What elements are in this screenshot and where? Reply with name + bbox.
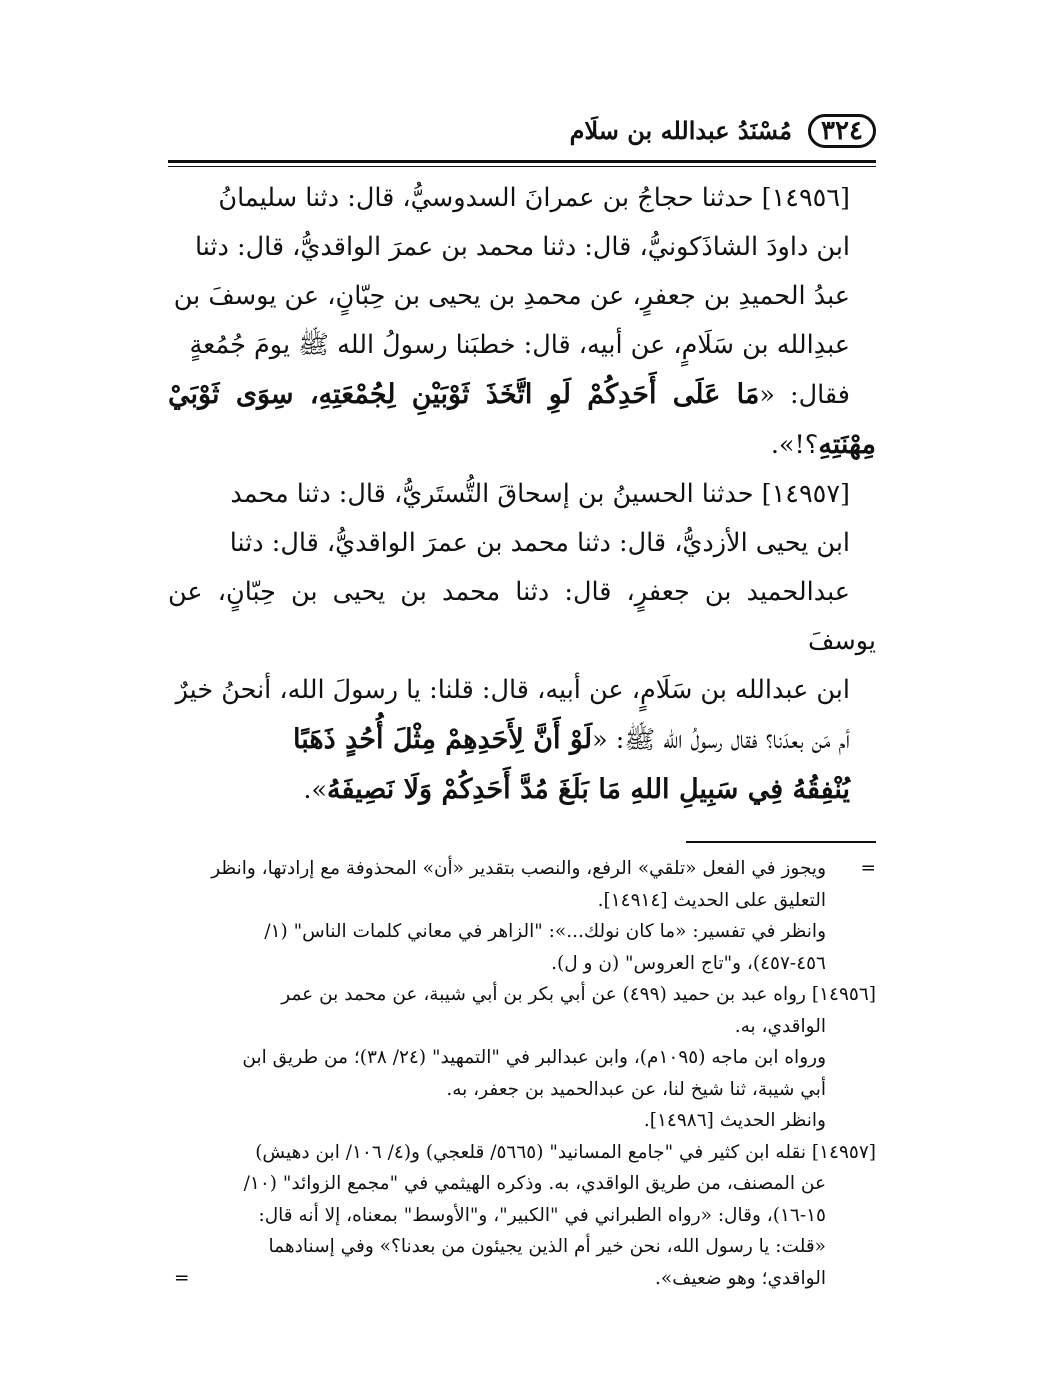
footnote-line: ورواه ابن ماجه (١٠٩٥م)، وابن عبدالبر في "التمهيد" (٢٤/ ٣٨)؛ من طريق ابن: [242, 1047, 826, 1068]
page-header: [168, 102, 876, 164]
header-rule-thick: [168, 160, 876, 163]
footnote-14956-more: [168, 1042, 876, 1137]
footnote-line: ١٥-١٦)، وقال: «رواه الطبراني في "الكبير"، و"الأوسط" بمعناه، إلا أنه قال:: [258, 1204, 826, 1226]
text-line: ابن داودَ الشاذَكونيُّ، قال: دثنا محمد بن عمرَ الواقديُّ، قال: دثنا: [194, 232, 850, 262]
footnotes: [168, 853, 876, 1294]
hadith-quote: مَا عَلَى أَحَدِكُمْ لَوِ اتَّخَذَ ثَوْبَيْنِ لِجُمْعَتِهِ، سِوَى ثَوْبَيْ مِهْنَتِهِ: [168, 379, 876, 460]
running-title: مُسْنَدُ عبدالله بن سلَام: [569, 116, 792, 145]
footnote-text: الواقدي؛ وهو ضعيف».: [655, 1267, 826, 1289]
hadith-14957: [168, 470, 876, 815]
main-text: [168, 174, 876, 815]
hadith-quote: لَوْ أَنَّ لِأَحَدِهِمْ مِثْلَ أُحُدٍ ذَهَبًا: [293, 724, 593, 755]
footnote-line: عن المصنف، من طريق الواقدي، به. وذكره الهيثمي في "مجمع الزوائد" (١٠/: [243, 1173, 826, 1194]
footnote-line: أبي شيبة، ثنا شيخ لنا، عن عبدالحميد بن جعفر، به.: [446, 1078, 826, 1100]
text-suffix: ».: [303, 775, 328, 805]
footnote-line: ٤٥٦-٤٥٧)، و"تاج العروس" (ن و ل).: [551, 952, 826, 974]
footnote-separator: [686, 841, 876, 843]
text-line: ابن عبدالله بن سَلَامٍ، عن أبيه، قال: قلنا: يا رسولَ الله، أنحنُ خيرٌ: [175, 675, 850, 705]
text-suffix: ؟!».: [770, 430, 819, 460]
footnote-line: [١٤٩٥٦] رواه عبد بن حميد (٤٩٩) عن أبي بكر بن أبي شيبة، عن محمد بن عمر: [281, 984, 876, 1005]
hadith-quote: يُنْفِقُهُ فِي سَبِيلِ اللهِ مَا بَلَغَ مُدَّ أَحَدِكُمْ وَلَا نَصِيفَهُ: [327, 774, 850, 805]
footnote-line: التعليق على الحديث [١٤٩١٤].: [597, 889, 826, 911]
footnote-line: وانظر في تفسير: «ما كان نولك...»: "الزاهر في معاني كلمات الناس" (١/: [264, 921, 826, 942]
text-line: [١٤٩٥٧] حدثنا الحسينُ بن إسحاقَ التُّستَريُّ، قال: دثنا محمد: [230, 479, 850, 509]
footnote-line: ويجوز في الفعل «تلقي» الرفع، والنصب بتقدير «أن» المحذوفة مع إرادتها، وانظر: [211, 858, 826, 879]
text-prefix: أم مَن بعدَنا؟ فقال رسولُ الله ﷺ: «: [592, 725, 850, 755]
hadith-14956: [168, 174, 876, 470]
text-line: [168, 715, 876, 765]
text-line: [١٤٩٥٦] حدثنا حجاجُ بن عمرانَ السدوسيُّ، قال: دثنا سليمانُ: [218, 183, 850, 213]
text-line: [168, 765, 876, 815]
footnote-continued: [168, 853, 876, 916]
footnote-line: الواقدي، به.: [734, 1015, 826, 1037]
footnote-line: وانظر الحديث [١٤٩٨٦].: [643, 1110, 826, 1131]
continuation-mark: =: [174, 1267, 190, 1289]
page: [168, 102, 876, 1294]
page-number: ٣٢٤: [808, 114, 876, 148]
text-line: ابن يحيى الأزديُّ، قال: دثنا محمد بن عمرَ الواقديُّ، قال: دثنا: [229, 528, 850, 558]
header-rule-thin: [168, 166, 876, 167]
footnote-line: «قلت: يا رسول الله، نحن خير أم الذين يجيئون من بعدنا؟» وفي إسنادهما: [268, 1236, 826, 1257]
footnote-line: [168, 1263, 876, 1295]
footnote-14956: [168, 979, 876, 1042]
text-line: [168, 370, 876, 470]
footnote-note: [168, 916, 876, 979]
text-line: عبدِالله بن سَلَامٍ، عن أبيه، قال: خطبَنا رسولُ الله ﷺ يومَ جُمُعةٍ: [189, 330, 850, 360]
text-line: عبدالحميد بن جعفرٍ، قال: دثنا محمد بن يحيى بن حِبّانٍ، عن يوسفَ: [168, 577, 876, 656]
text-line: عبدُ الحميدِ بن جعفرٍ، عن محمدِ بن يحيى بن حِبّانٍ، عن يوسفَ بن: [173, 281, 850, 311]
continuation-mark: =: [860, 858, 876, 879]
footnote-line: [١٤٩٥٧] نقله ابن كثير في "جامع المسانيد" (٥٦٦٥/ قلعجي) و(٤/ ١٠٦/ ابن دهيش): [255, 1141, 876, 1163]
footnote-14957: [168, 1137, 876, 1295]
text-prefix: فقال: «: [759, 380, 850, 410]
